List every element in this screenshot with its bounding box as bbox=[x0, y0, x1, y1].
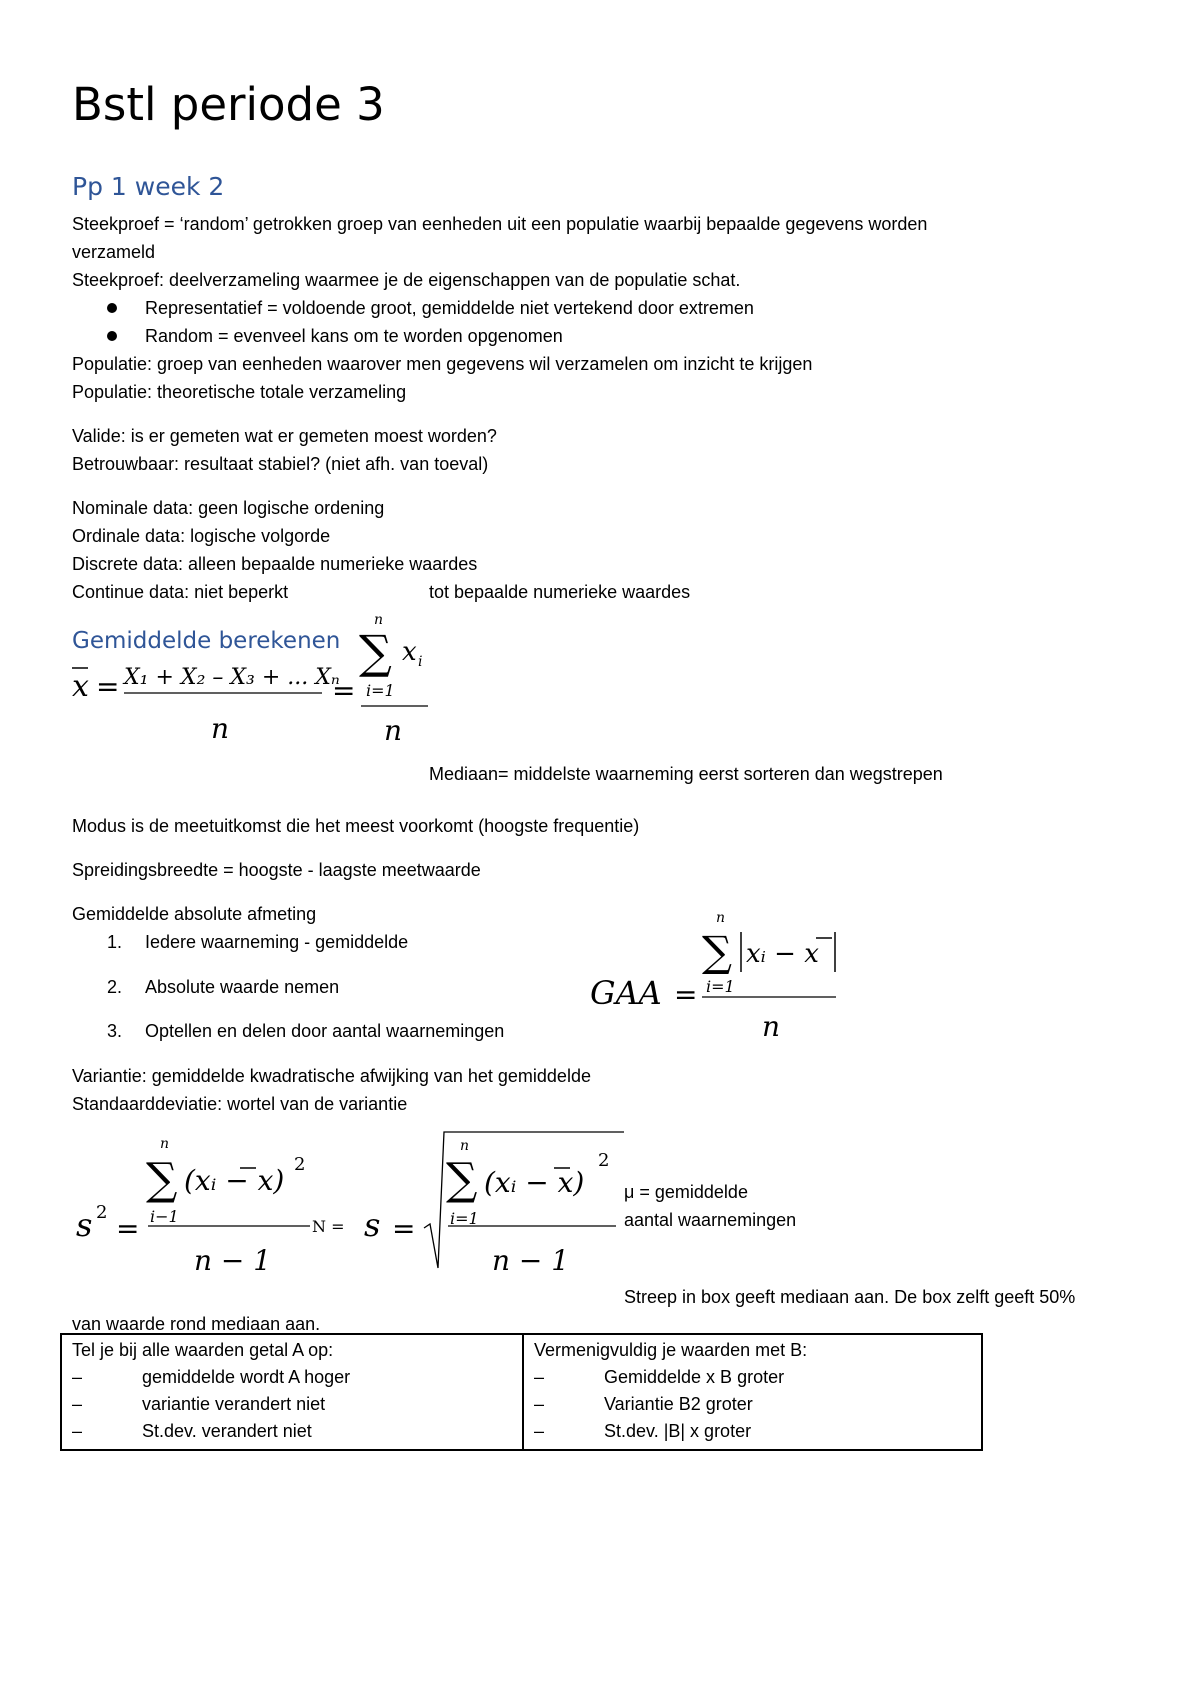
stdev-line: Standaarddeviatie: wortel van de variantie bbox=[72, 1094, 408, 1114]
step-number: 2. bbox=[107, 977, 123, 997]
sum-subscript: i bbox=[418, 654, 423, 670]
step-text: Optellen en delen door aantal waarnemingen bbox=[145, 1021, 505, 1041]
text-line: Betrouwbaar: resultaat stabiel? (niet afh. van toeval) bbox=[72, 454, 489, 474]
text-line: Populatie: theoretische totale verzameling bbox=[72, 382, 407, 402]
spreiding-line: Spreidingsbreedte = hoogste - laagste meetwaarde bbox=[72, 860, 481, 880]
table-item: – variantie verandert niet bbox=[72, 1394, 326, 1414]
text-line: Continue data: niet beperkt bbox=[72, 582, 289, 602]
text-line: Steekproef: deelverzameling waarmee je de eigenschappen van de populatie schat. bbox=[72, 270, 741, 290]
variantie-line: Variantie: gemiddelde kwadratische afwijking van het gemiddelde bbox=[72, 1066, 591, 1086]
boxplot-note: Streep in box geeft mediaan aan. De box zelft geeft 50% bbox=[624, 1287, 1076, 1307]
step-number: 1. bbox=[107, 932, 123, 952]
sum-lower-limit: i−1 bbox=[150, 1207, 179, 1226]
text-line: verzameld bbox=[72, 242, 156, 262]
sum-symbol: ∑ bbox=[146, 1154, 178, 1205]
sum-lower-limit: i=1 bbox=[706, 977, 735, 996]
table-item: – Variantie B2 groter bbox=[534, 1394, 753, 1414]
table-item: – gemiddelde wordt A hoger bbox=[72, 1367, 351, 1387]
text-line: Steekproef = ‘random’ getrokken groep van eenheden uit een populatie waarbij bepaalde gegevens worden bbox=[72, 214, 928, 234]
section-heading-week2: Pp 1 week 2 bbox=[72, 172, 225, 201]
stdev-body: (xᵢ − x) bbox=[484, 1166, 585, 1199]
variance-formula bbox=[72, 1130, 362, 1280]
equals-sign: = bbox=[116, 1212, 140, 1245]
bullet-item: Random = evenveel kans om te worden opgenomen bbox=[145, 326, 563, 346]
xbar-symbol: x bbox=[72, 669, 89, 704]
bullet-icon bbox=[107, 331, 117, 341]
text-line: Ordinale data: logische volgorde bbox=[72, 526, 331, 546]
mean-numerator: X₁ + X₂ – X₃ + ... Xₙ bbox=[124, 665, 340, 690]
sum-upper-limit: n bbox=[374, 612, 384, 628]
mean-formula bbox=[66, 608, 446, 748]
sum-symbol: ∑ bbox=[702, 927, 732, 976]
equals-sign: = bbox=[674, 978, 698, 1011]
gaa-title: Gemiddelde absolute afmeting bbox=[72, 904, 317, 924]
section-heading-mean: Gemiddelde berekenen bbox=[72, 628, 341, 654]
gaa-formula bbox=[588, 906, 848, 1046]
sum-symbol: ∑ bbox=[359, 625, 392, 679]
variance-lhs: s bbox=[76, 1206, 93, 1244]
text-line: Populatie: groep van eenheden waarover men gegevens wil verzamelen om inzicht te krijgen bbox=[72, 354, 813, 374]
variance-body-exponent: 2 bbox=[294, 1154, 306, 1175]
gaa-denominator: n bbox=[762, 1010, 781, 1043]
text-line: Valide: is er gemeten wat er gemeten moest worden? bbox=[72, 426, 497, 446]
sum-upper-limit: n bbox=[460, 1138, 470, 1154]
stdev-denominator: n − 1 bbox=[492, 1244, 570, 1277]
page-title: Bstl periode 3 bbox=[72, 78, 385, 131]
text-line: Discrete data: alleen bepaalde numerieke waardes bbox=[72, 554, 478, 574]
modus-line: Modus is de meetuitkomst die het meest voorkomt (hoogste frequentie) bbox=[72, 816, 640, 836]
n-note: aantal waarnemingen bbox=[624, 1210, 797, 1230]
table-header: Tel je bij alle waarden getal A op: bbox=[72, 1340, 334, 1360]
equals-sign-2: = bbox=[332, 674, 356, 707]
sum-denominator: n bbox=[384, 714, 403, 747]
stdev-exponent: 2 bbox=[598, 1150, 610, 1171]
text-line: Nominale data: geen logische ordening bbox=[72, 498, 385, 518]
variance-exponent: 2 bbox=[96, 1202, 108, 1223]
stdev-formula bbox=[360, 1120, 630, 1280]
step-text: Absolute waarde nemen bbox=[145, 977, 340, 997]
bullet-item: Representatief = voldoende groot, gemiddelde niet vertekend door extremen bbox=[145, 298, 754, 318]
step-text: Iedere waarneming - gemiddelde bbox=[145, 932, 409, 952]
bullet-icon bbox=[107, 303, 117, 313]
table-cell-add bbox=[61, 1334, 523, 1450]
text-line: tot bepaalde numerieke waardes bbox=[429, 582, 691, 602]
step-number: 3. bbox=[107, 1021, 123, 1041]
table-item: – Gemiddelde x B groter bbox=[534, 1367, 785, 1387]
table-header: Vermenigvuldig je waarden met B: bbox=[534, 1340, 808, 1360]
mean-denominator: n bbox=[211, 712, 230, 745]
gaa-lhs: GAA bbox=[590, 974, 662, 1012]
table-item: – St.dev. |B| x groter bbox=[534, 1421, 752, 1441]
boxplot-note-cont: van waarde rond mediaan aan. bbox=[72, 1314, 321, 1334]
mediaan-line: Mediaan= middelste waarneming eerst sorteren dan wegstrepen bbox=[429, 764, 943, 784]
stdev-lhs: s bbox=[364, 1206, 381, 1244]
sum-lower-limit: i=1 bbox=[366, 681, 395, 700]
sum-upper-limit: n bbox=[160, 1136, 170, 1152]
gaa-body: xᵢ − x bbox=[746, 939, 819, 969]
equals-sign: = bbox=[96, 670, 120, 703]
table-cell-multiply bbox=[523, 1334, 982, 1450]
variance-body: (xᵢ − x) bbox=[184, 1164, 285, 1197]
equals-sign: = bbox=[392, 1212, 416, 1245]
sum-lower-limit: i=1 bbox=[450, 1209, 479, 1228]
table-item: – St.dev. verandert niet bbox=[72, 1421, 312, 1441]
n-equals-label: N = bbox=[312, 1217, 345, 1236]
sum-symbol: ∑ bbox=[446, 1154, 478, 1205]
transformation-table bbox=[60, 1333, 983, 1451]
sum-variable: x bbox=[402, 637, 417, 667]
mu-note: μ = gemiddelde bbox=[624, 1182, 748, 1202]
variance-denominator: n − 1 bbox=[194, 1244, 272, 1277]
sum-upper-limit: n bbox=[716, 910, 726, 926]
